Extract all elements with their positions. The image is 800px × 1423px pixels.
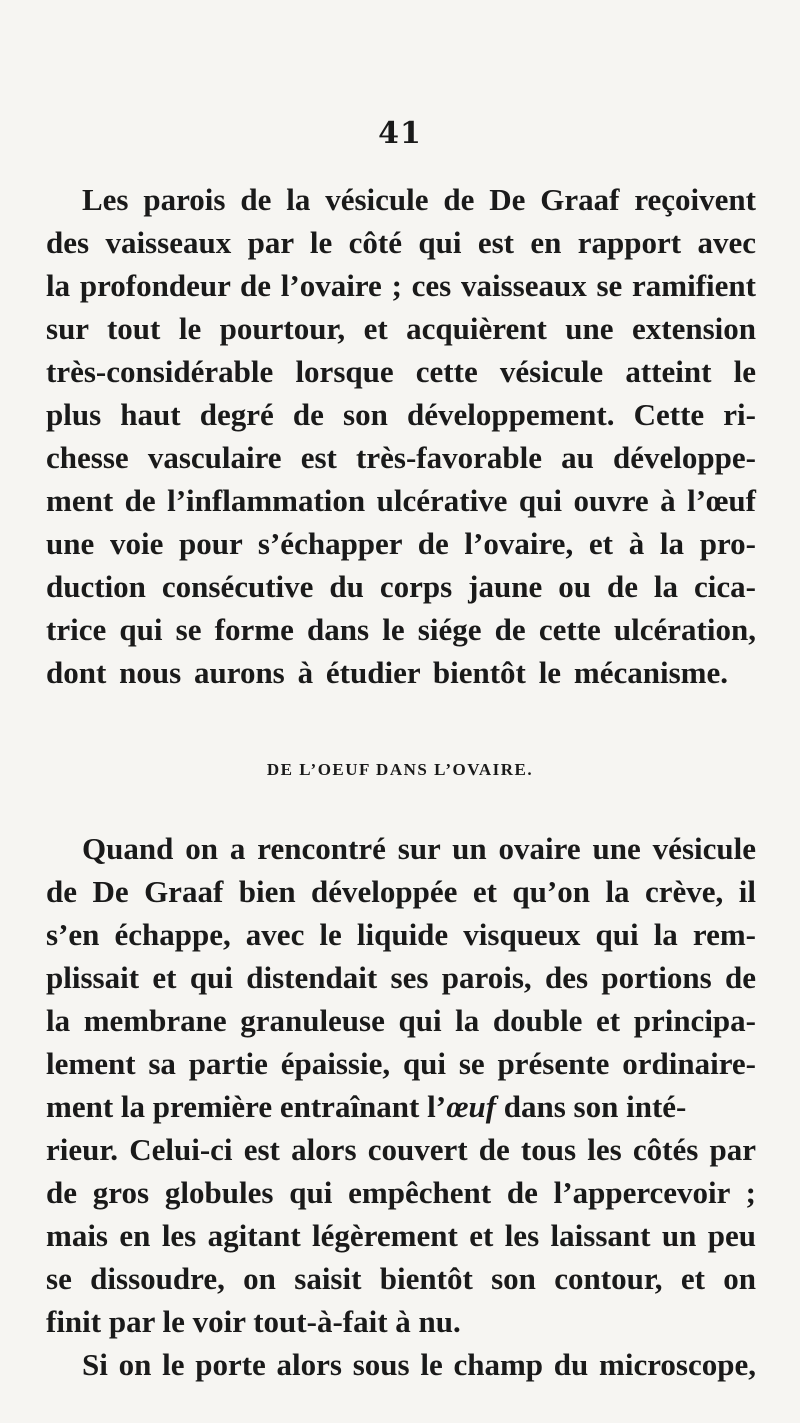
text-line: Quand on a rencontré sur un ovaire une vésicule bbox=[82, 831, 756, 866]
text-line: se dissoudre, on saisit bientôt son contour, et on bbox=[46, 1261, 756, 1296]
text-segment: ment la première entraînant l’ bbox=[46, 1089, 447, 1124]
text-line: dont nous aurons à étudier bientôt le mécanisme. bbox=[46, 655, 728, 690]
text-line: très-considérable lorsque cette vésicule atteint le bbox=[46, 354, 756, 389]
text-line: plus haut degré de son développement. Cette ri- bbox=[46, 397, 756, 432]
text-line: plissait et qui distendait ses parois, des portions de bbox=[46, 960, 756, 995]
page-number: 41 bbox=[378, 116, 422, 151]
text-line: ment de l’inflammation ulcérative qui ouvre à l’œuf bbox=[46, 483, 756, 518]
text-line: la membrane granuleuse qui la double et principa- bbox=[46, 1003, 756, 1038]
text-line: sur tout le pourtour, et acquièrent une extension bbox=[46, 311, 756, 346]
text-line: de De Graaf bien développée et qu’on la crève, il bbox=[46, 874, 756, 909]
section-heading: DE L’OEUF DANS L’OVAIRE. bbox=[266, 760, 534, 779]
text-line: Les parois de la vésicule de De Graaf reçoivent bbox=[82, 182, 756, 217]
text-line: des vaisseaux par le côté qui est en rapport avec bbox=[46, 225, 756, 260]
text-line: finit par le voir tout-à-fait à nu. bbox=[46, 1304, 461, 1339]
text-line: chesse vasculaire est très-favorable au développe- bbox=[46, 440, 756, 475]
text-line: de gros globules qui empêchent de l’appercevoir ; bbox=[46, 1175, 756, 1210]
text-line: trice qui se forme dans le siége de cette ulcération, bbox=[46, 612, 756, 647]
text-line: lement sa partie épaissie, qui se présente ordinaire- bbox=[46, 1046, 756, 1081]
text-line: rieur. Celui-ci est alors couvert de tous les côtés par bbox=[46, 1132, 756, 1167]
text-line: s’en échappe, avec le liquide visqueux qui la rem- bbox=[46, 917, 756, 952]
text-line: duction consécutive du corps jaune ou de la cica- bbox=[46, 569, 756, 604]
text-segment: dans son inté- bbox=[496, 1089, 687, 1124]
text-line: la profondeur de l’ovaire ; ces vaisseaux se ramifient bbox=[46, 268, 756, 303]
text-line: une voie pour s’échapper de l’ovaire, et à la pro- bbox=[46, 526, 756, 561]
italic-word: œuf bbox=[446, 1089, 497, 1124]
text-line-with-italic bbox=[46, 1091, 756, 1122]
text-line: Si on le porte alors sous le champ du microscope, bbox=[82, 1347, 756, 1382]
text-line: mais en les agitant légèrement et les laissant un peu bbox=[46, 1218, 756, 1253]
